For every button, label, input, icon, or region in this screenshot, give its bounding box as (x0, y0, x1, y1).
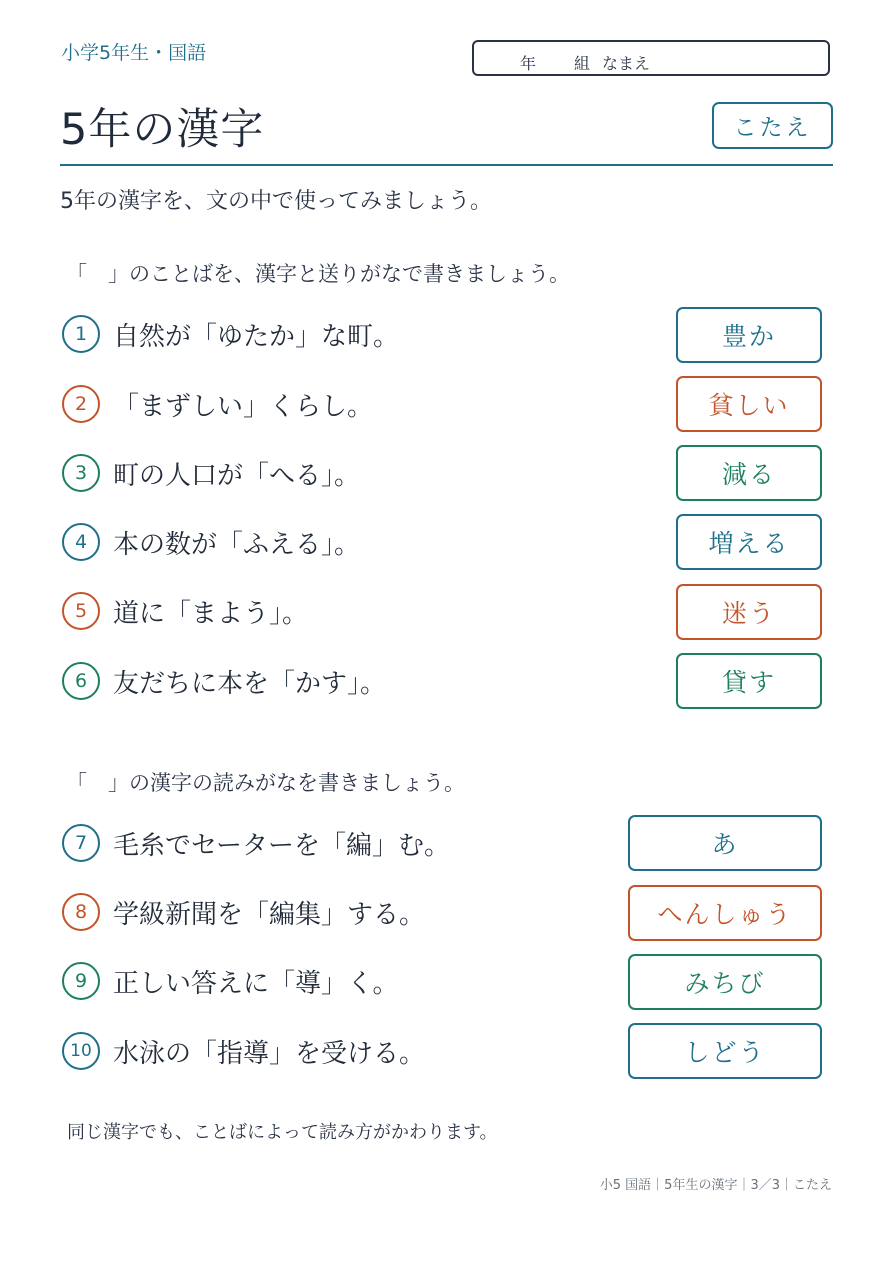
section2-instruction: 「 」の漢字の読みがなを書きましょう。 (66, 771, 465, 795)
question-number: 6 (62, 662, 100, 700)
question-text: 正しい答えに「導」く。 (113, 969, 399, 999)
title-divider (60, 164, 833, 166)
answer-box: あ (628, 815, 822, 871)
page-footer: 小5 国語｜5年生の漢字｜3／3｜こたえ (599, 1178, 832, 1193)
question-text: 水泳の「指導」を受ける。 (113, 1039, 426, 1069)
grade-subject-label: 小学5年生・国語 (61, 42, 207, 64)
answer-box: しどう (628, 1023, 822, 1079)
name-label: なまえ (602, 54, 651, 73)
question-number: 2 (62, 385, 100, 423)
question-number: 1 (62, 315, 100, 353)
question-number: 8 (62, 893, 100, 931)
question-number: 10 (62, 1032, 100, 1070)
answer-box: 増える (676, 514, 822, 570)
section1-instruction: 「 」のことばを、漢字と送りがなで書きましょう。 (66, 262, 570, 286)
answer-box: 迷う (676, 584, 822, 640)
question-text: 友だちに本を「かす」。 (113, 669, 387, 699)
year-label: 年 (520, 54, 537, 73)
page-title: 5年の漢字 (60, 105, 265, 155)
intro-text: 5年の漢字を、文の中で使ってみましょう。 (60, 189, 492, 214)
question-number: 3 (62, 454, 100, 492)
answer-box: 貧しい (676, 376, 822, 432)
question-number: 9 (62, 962, 100, 1000)
answer-badge: こたえ (712, 102, 833, 149)
answer-box: 貸す (676, 653, 822, 709)
answer-box: へんしゅう (628, 885, 822, 941)
question-text: 学級新聞を「編集」する。 (113, 900, 426, 930)
note-text: 同じ漢字でも、ことばによって読み方がかわります。 (67, 1122, 498, 1143)
answer-box: 豊か (676, 307, 822, 363)
question-number: 7 (62, 824, 100, 862)
question-text: 毛糸でセーターを「編」む。 (113, 831, 450, 861)
answer-box: 減る (676, 445, 822, 501)
question-number: 4 (62, 523, 100, 561)
question-text: 町の人口が「へる」。 (113, 461, 361, 491)
question-text: 道に「まよう」。 (113, 599, 309, 629)
name-field-box[interactable] (472, 40, 830, 76)
question-text: 本の数が「ふえる」。 (113, 530, 361, 560)
class-label: 組 (574, 54, 591, 73)
question-number: 5 (62, 592, 100, 630)
question-text: 自然が「ゆたか」な町。 (113, 322, 400, 352)
answer-box: みちび (628, 954, 822, 1010)
question-text: 「まずしい」くらし。 (113, 392, 374, 422)
